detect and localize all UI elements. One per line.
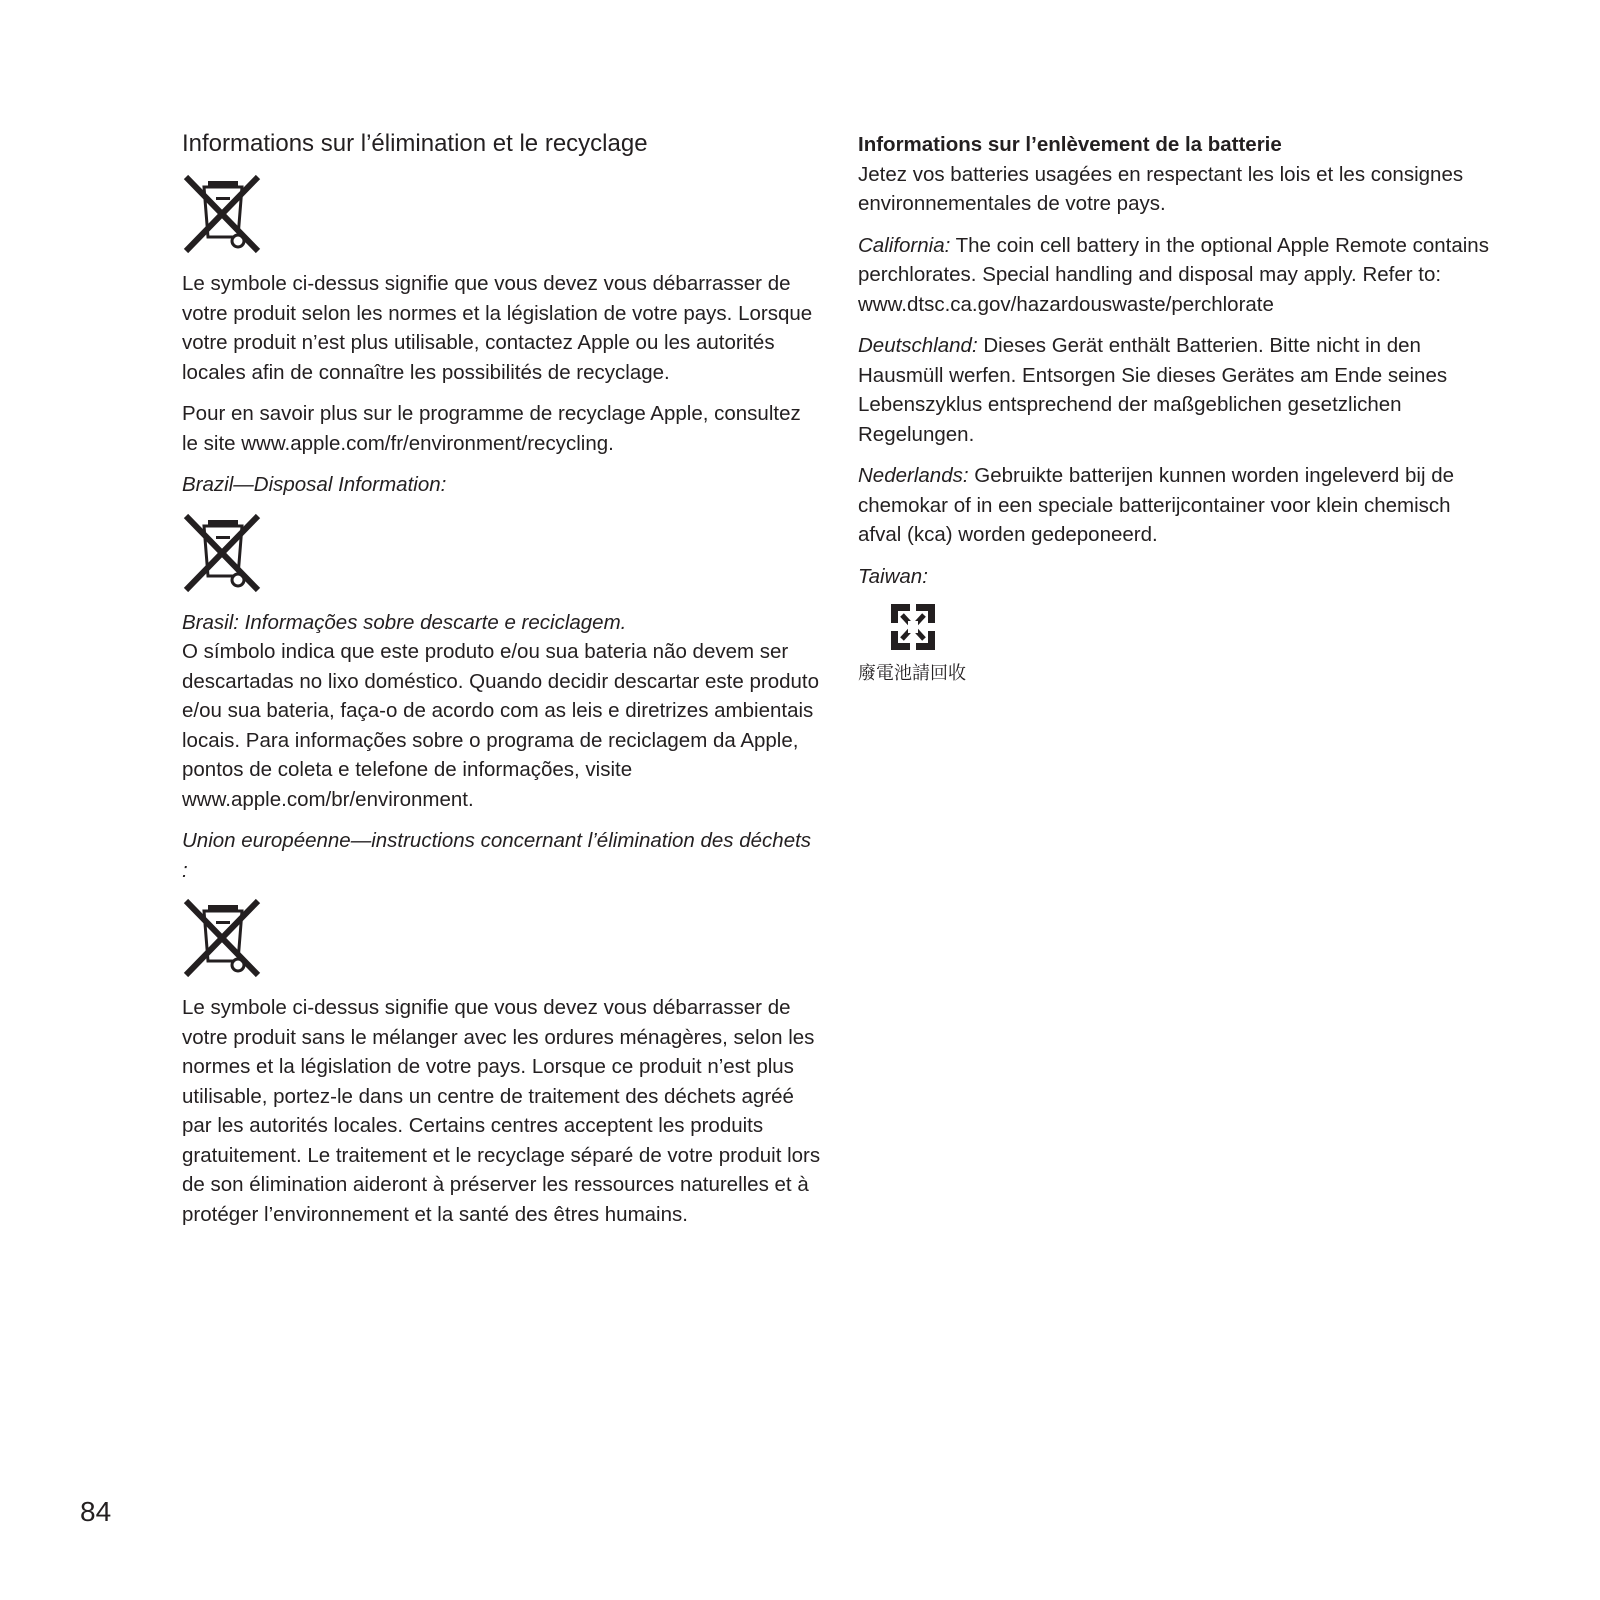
battery-heading: Informations sur l’enlèvement de la batterie [858, 133, 1282, 156]
deutschland-text: Dieses Gerät enthält Batterien. Bitte nicht in den Hausmüll werfen. Entsorgen Sie dieses Gerätes am Ende seines Lebenszyklus entsprechend der maßgeblichen gesetzlichen Regelungen. [858, 334, 1448, 446]
page-number: 84 [80, 1496, 112, 1527]
recycling-paragraph: Pour en savoir plus sur le programme de recyclage Apple, consultez le site www.apple.com/fr/environment/recycling. [182, 402, 801, 455]
nederlands-text: Gebruikte batterijen kunnen worden ingeleverd bij de chemokar of in een speciale batterijcontainer voor klein chemisch afval (kca) worden gedeponeerd. [858, 464, 1455, 546]
right-column [858, 130, 1498, 701]
disposal-paragraph: Le symbole ci-dessus signifie que vous devez vous débarrasser de votre produit selon les normes et la législation de votre pays. Lorsque votre produit n’est plus utilisable, contactez Apple ou les autorités locales afin de connaître les possibilités de recyclage. [182, 272, 813, 384]
taiwan-text: 廢電池請回收 [858, 663, 966, 684]
taiwan-heading: Taiwan: [858, 564, 928, 588]
eu-heading: Union européenne—instructions concernant l’élimination des déchets : [182, 829, 812, 882]
crossed-out-wheelie-bin-icon [182, 173, 262, 255]
brasil-heading: Brasil: Informações sobre descarte e reciclagem. [182, 610, 627, 634]
crossed-out-wheelie-bin-icon [182, 897, 262, 979]
nederlands-label: Nederlands: [858, 464, 969, 487]
deutschland-paragraph [858, 331, 1498, 449]
brazil-heading: Brazil—Disposal Information: [182, 473, 447, 497]
nederlands-paragraph [858, 461, 1498, 550]
eu-paragraph: Le symbole ci-dessus signifie que vous devez vous débarrasser de votre produit sans le mélanger avec les ordures ménagères, selon les normes et la législation de votre pays. Lorsque ce produit n’est plus utilisable, portez-le dans un centre de traitement des déchets agréé par les autorités locales. Certains centres acceptent les produits gratuitement. Le traitement et le recyclage séparé de votre produit lors de son élimination aideront à préserver les ressources naturelles et à protéger l’environnement et la santé des êtres humains. [182, 996, 821, 1226]
section-title: Informations sur l’élimination et le recyclage [182, 130, 648, 157]
taiwan-recycling-icon [888, 601, 938, 653]
crossed-out-wheelie-bin-icon [182, 512, 262, 594]
brasil-paragraph: O símbolo indica que este produto e/ou sua bateria não devem ser descartadas no lixo doméstico. Quando decidir descartar este produto e/ou sua bateria, faça-o de acordo com as leis e diretrizes ambientais locais. Para informações sobre o programa de reciclagem da Apple, pontos de coleta e telefone de informações, visite www.apple.com/br/environment. [182, 640, 820, 811]
california-paragraph [858, 231, 1498, 320]
left-column [182, 128, 822, 1241]
battery-paragraph: Jetez vos batteries usagées en respectant les lois et les consignes environnementales de votre pays. [858, 162, 1464, 215]
california-text: The coin cell battery in the optional Apple Remote contains perchlorates. Special handling and disposal may apply. Refer to: www.dtsc.ca.gov/hazardouswaste/perchlorate [858, 233, 1489, 316]
deutschland-label: Deutschland: [858, 334, 978, 357]
california-label: California: [858, 233, 951, 257]
